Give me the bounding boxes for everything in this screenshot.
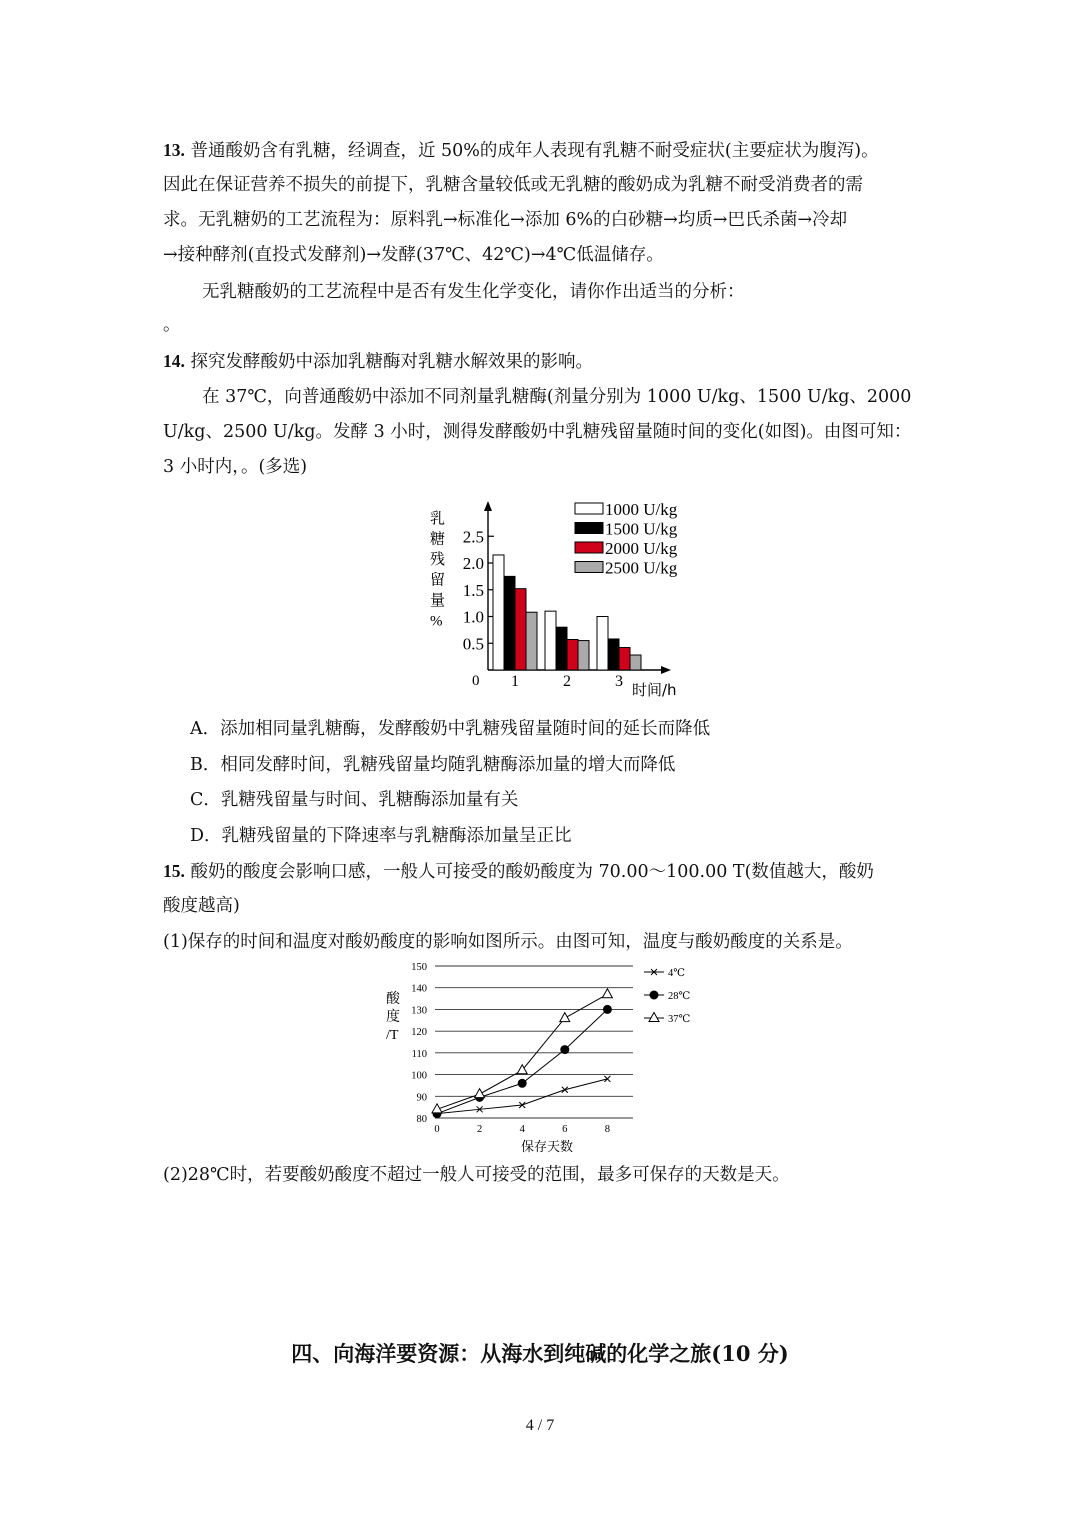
line-chart-legend — [644, 968, 691, 1025]
line-chart-y-label-part: 酸 — [386, 991, 400, 1007]
q13-prompt: 无乳糖酸奶的工艺流程中是否有发生化学变化，请你作出适当的分析： — [202, 282, 745, 302]
line-chart-grid — [435, 966, 633, 1118]
q15-line-4: (2)28℃时，若要酸奶酸度不超过一般人可接受的范围，最多可保存的天数是天。 — [163, 1165, 790, 1185]
bar-1500-U-kg-t3 — [608, 639, 619, 670]
bar-2000-U-kg-t2 — [567, 640, 578, 670]
bar-chart-legend-swatch — [575, 562, 603, 573]
q15-number: 15 — [163, 861, 181, 881]
line-chart-x-tick-label: 2 — [476, 1124, 483, 1135]
line-chart-y-ticks — [411, 962, 427, 1125]
bar-2500-U-kg-t1 — [526, 612, 537, 670]
q14-line-2: 在 37℃，向普通酸奶中添加不同剂量乳糖酶(剂量分别为 1000 U/kg、1500 U/kg、2000 — [202, 387, 912, 407]
q14-line-3: U/kg、2500 U/kg。发酵 3 小时，测得发酵酸奶中乳糖残留量随时间的变化(如图)。由图可知： — [163, 422, 912, 442]
q13-line-1: 13. 普通酸奶含有乳糖，经调查，近 50%的成年人表现有乳糖不耐受症状(主要症状为腹泻)。 — [163, 140, 879, 161]
bar-chart-x-label: 时间/h — [632, 681, 677, 699]
bar-chart-y-tick-label: 1.0 — [462, 607, 484, 627]
q15-text-1: 酸奶的酸度会影响口感，一般人可接受的酸奶酸度为 70.00～100.00 T(数值越大，酸奶 — [190, 862, 874, 882]
bar-chart-origin-label: 0 — [472, 673, 480, 689]
bar-chart-legend — [575, 500, 678, 578]
bar-chart-y-label — [430, 509, 445, 630]
marker-37c — [602, 989, 612, 998]
marker-28c — [650, 991, 659, 1000]
bar-1500-U-kg-t1 — [504, 576, 515, 670]
line-chart-y-tick-label: 150 — [411, 962, 427, 973]
line-chart-legend-label: 4℃ — [668, 968, 685, 979]
bar-chart-x-tick-label: 1 — [511, 673, 519, 690]
section-title: 四、向海洋要资源：从海水到纯碱的化学之旅(10 分) — [291, 1341, 789, 1366]
bar-chart-x-ticks — [511, 673, 623, 690]
bar-1000-U-kg-t2 — [545, 611, 556, 670]
bar-chart-legend-swatch — [575, 542, 603, 553]
bar-chart-legend-swatch — [575, 523, 603, 534]
bar-2500-U-kg-t3 — [630, 655, 641, 670]
marker-28c — [560, 1045, 569, 1054]
bar-chart-y-label-char: % — [430, 613, 443, 630]
q13-text-1: 普通酸奶含有乳糖，经调查，近 50%的成年人表现有乳糖不耐受症状(主要症状为腹泻)。 — [190, 141, 879, 161]
line-chart-x-tick-label: 0 — [434, 1124, 440, 1135]
marker-37c — [649, 1013, 659, 1022]
q14-option-d: D．乳糖残留量的下降速率与乳糖酶添加量呈正比 — [190, 826, 572, 846]
q14-option-b: B．相同发酵时间，乳糖残留量均随乳糖酶添加量的增大而降低 — [190, 755, 676, 775]
series-line-filled-circle — [437, 1009, 607, 1113]
line-chart-y-label-part: 度 — [386, 1009, 400, 1025]
q14-option-a: A．添加相同量乳糖酶，发酵酸奶中乳糖残留量随时间的延长而降低 — [190, 719, 711, 739]
line-chart-x-tick-label: 8 — [604, 1124, 611, 1135]
line-chart-y-tick-label: 100 — [411, 1070, 427, 1082]
q15-line-2: 酸度越高) — [163, 896, 240, 916]
line-chart-y-label — [386, 991, 401, 1043]
bar-chart-y-label-char: 残 — [430, 550, 446, 568]
series-line-open-triangle — [437, 994, 607, 1109]
line-chart-y-tick-label: 110 — [411, 1048, 427, 1060]
bar-2000-U-kg-t3 — [619, 648, 630, 670]
bar-2000-U-kg-t1 — [515, 589, 526, 670]
bar-chart-y-tick-label: 2.0 — [462, 554, 484, 573]
q13-line-4: →接种酵剂(直投式发酵剂)→发酵(37℃、42℃)→4℃低温储存。 — [163, 245, 664, 265]
line-chart-y-tick-label: 80 — [416, 1114, 427, 1125]
q13-number: 13 — [163, 140, 181, 160]
line-chart-legend-label: 28℃ — [668, 991, 691, 1002]
line-chart-y-tick-label: 130 — [411, 1005, 427, 1017]
line-chart-y-tick-label: 90 — [416, 1092, 427, 1104]
bar-chart-legend-label: 1500 U/kg — [605, 519, 678, 539]
marker-28c — [603, 1005, 612, 1014]
line-chart-x-label: 保存天数 — [521, 1140, 574, 1155]
q13-line-3: 求。无乳糖奶的工艺流程为：原料乳→标准化→添加 6%的白砂糖→均质→巴氏杀菌→冷却 — [163, 210, 848, 230]
bar-chart-x-tick-label: 2 — [563, 673, 571, 690]
bar-chart-y-tick-label: 1.5 — [462, 580, 484, 600]
marker-37c — [560, 1013, 570, 1022]
q14-line-4: 3 小时内，。(多选) — [163, 457, 308, 477]
bar-chart-legend-label: 1000 U/kg — [605, 500, 678, 519]
page-number: 4 / 7 — [525, 1417, 555, 1434]
q14-text-1: 探究发酵酸奶中添加乳糖酶对乳糖水解效果的影响。 — [190, 352, 593, 372]
bar-chart-y-arrow — [484, 501, 492, 511]
line-chart-y-tick-label: 140 — [411, 983, 427, 995]
line-chart-x-tick-label: 6 — [562, 1124, 568, 1135]
bar-chart-y-tick-label: 0.5 — [462, 634, 484, 654]
bar-chart-x-tick-label: 3 — [615, 673, 623, 690]
bar-chart-y-label-char: 留 — [430, 570, 446, 589]
line-chart-legend-label: 37℃ — [668, 1014, 691, 1025]
marker-37c — [475, 1089, 485, 1098]
bar-chart-y-label-char: 糖 — [430, 529, 446, 548]
line-chart-x-tick-label: 4 — [519, 1124, 525, 1135]
bar-1500-U-kg-t2 — [556, 627, 567, 670]
line-chart-y-tick-label: 120 — [411, 1027, 427, 1039]
bar-chart-legend-swatch — [575, 503, 603, 514]
q14-line-1: 14. 探究发酵酸奶中添加乳糖酶对乳糖水解效果的影响。 — [163, 351, 593, 372]
acidity-line-chart — [378, 957, 708, 1162]
bar-1000-U-kg-t1 — [493, 555, 504, 670]
bar-chart-y-ticks — [463, 527, 494, 653]
bar-chart-legend-label: 2500 U/kg — [605, 558, 678, 578]
q14-option-c: C．乳糖残留量与时间、乳糖酶添加量有关 — [190, 790, 519, 810]
bar-chart-legend-label: 2000 U/kg — [605, 539, 678, 558]
bar-1000-U-kg-t3 — [597, 617, 608, 671]
q15-line-3: (1)保存的时间和温度对酸奶酸度的影响如图所示。由图可知，温度与酸奶酸度的关系是。 — [163, 932, 853, 952]
q14-number: 14 — [163, 351, 181, 371]
line-chart-y-label-part: /T — [386, 1028, 399, 1043]
q13-line-2: 因此在保证营养不损失的前提下，乳糖含量较低或无乳糖的酸奶成为乳糖不耐受消费者的需 — [163, 175, 863, 195]
bar-chart-y-label-char: 量 — [430, 591, 446, 609]
line-chart-series — [432, 989, 612, 1118]
bar-chart-y-label-char: 乳 — [430, 509, 446, 527]
lactose-bar-chart — [420, 495, 700, 705]
bar-chart-x-arrow — [661, 666, 671, 674]
q13-answer-blank: 。 — [163, 315, 181, 335]
bar-chart-y-tick-label: 2.5 — [462, 527, 484, 547]
marker-28c — [518, 1079, 527, 1088]
bar-2500-U-kg-t2 — [578, 641, 589, 670]
q15-line-1: 15. 酸奶的酸度会影响口感，一般人可接受的酸奶酸度为 70.00～100.00 T(数值越大，酸奶 — [163, 861, 874, 882]
line-chart-x-ticks — [434, 1124, 610, 1135]
